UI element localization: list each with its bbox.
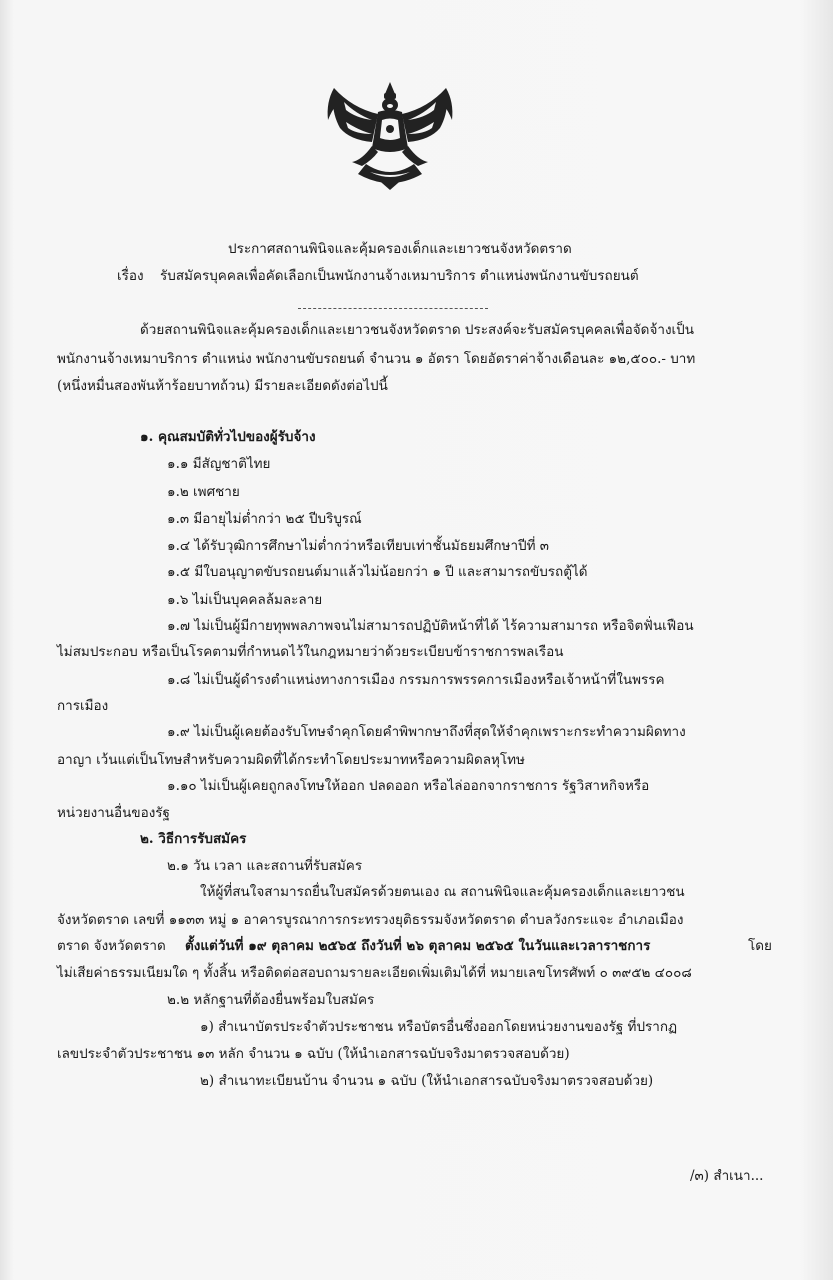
section-2-heading: ๒. วิธีการรับสมัคร (140, 831, 247, 847)
qualification-item-cont: การเมือง (57, 698, 109, 714)
subject-label: เรื่อง (117, 268, 144, 284)
intro-line-3: (หนึ่งหมื่นสองพันห้าร้อยบาทถ้วน) มีรายละเอียดดังต่อไปนี้ (57, 378, 388, 394)
qualification-item: ๑.๓ มีอายุไม่ต่ำกว่า ๒๕ ปีบริบูรณ์ (167, 511, 362, 527)
required-document-item: ๑) สำเนาบัตรประจำตัวประชาชน หรือบัตรอื่นซึ่งออกโดยหน่วยงานของรัฐ ที่ปรากฏ (200, 1019, 678, 1035)
section-1-heading: ๑. คุณสมบัติทั่วไปของผู้รับจ้าง (140, 429, 316, 445)
application-period: ตั้งแต่วันที่ ๑๙ ตุลาคม ๒๕๖๕ ถึงวันที่ ๒๖ ตุลาคม ๒๕๖๕ ในวันและเวลาราชการ (185, 938, 651, 954)
qualification-item-cont: อาญา เว้นแต่เป็นโทษสำหรับความผิดที่ได้กระทำโดยประมาทหรือความผิดลหุโทษ (57, 752, 525, 768)
document-subject: รับสมัครบุคคลเพื่อคัดเลือกเป็นพนักงานจ้างเหมาบริการ ตำแหน่งพนักงานขับรถยนต์ (160, 268, 639, 284)
qualification-item: ๑.๑๐ ไม่เป็นผู้เคยถูกลงโทษให้ออก ปลดออก หรือไล่ออกจากราชการ รัฐวิสาหกิจหรือ (167, 778, 650, 794)
intro-line-2: พนักงานจ้างเหมาบริการ ตำแหน่ง พนักงานขับรถยนต์ จำนวน ๑ อัตรา โดยอัตราค่าจ้างเดือนละ ๑๒,๕๐๐.- บาท (57, 351, 696, 367)
contact-info-line: ไม่เสียค่าธรรมเนียมใด ๆ ทั้งสิ้น หรือติดต่อสอบถามรายละเอียดเพิ่มเติมได้ที่ หมายเลขโทรศัพท์ ๐ ๓๙๕๒ ๔๐๐๘ (57, 965, 692, 981)
qualification-item: ๑.๗ ไม่เป็นผู้มีกายทุพพลภาพจนไม่สามารถปฏิบัติหน้าที่ได้ ไร้ความสามารถ หรือจิตฟั่นเฟือน (167, 618, 694, 634)
application-paragraph-line: ให้ผู้ที่สนใจสามารถยื่นใบสมัครด้วยตนเอง ณ สถานพินิจและคุ้มครองเด็กและเยาวชน (200, 884, 685, 900)
garuda-emblem-icon (322, 80, 458, 192)
qualification-item: ๑.๖ ไม่เป็นบุคคลล้มละลาย (167, 592, 323, 608)
qualification-item: ๑.๕ มีใบอนุญาตขับรถยนต์มาแล้วไม่น้อยกว่า ๑ ปี และสามารถขับรถตู้ได้ (167, 564, 588, 580)
application-paragraph-line: โดย (748, 938, 772, 954)
qualification-item: ๑.๒ เพศชาย (167, 484, 240, 500)
header-divider (298, 308, 488, 309)
qualification-item: ๑.๘ ไม่เป็นผู้ดำรงตำแหน่งทางการเมือง กรรมการพรรคการเมืองหรือเจ้าหน้าที่ในพรรค (167, 672, 665, 688)
document-title: ประกาศสถานพินิจและคุ้มครองเด็กและเยาวชนจังหวัดตราด (228, 241, 572, 257)
qualification-item-cont: ไม่สมประกอบ หรือเป็นโรคตามที่กำหนดไว้ในกฎหมายว่าด้วยระเบียบข้าราชการพลเรือน (57, 644, 564, 660)
application-paragraph-line: ตราด จังหวัดตราด (57, 938, 166, 954)
required-document-item: ๒) สำเนาทะเบียนบ้าน จำนวน ๑ ฉบับ (ให้นำเอกสารฉบับจริงมาตรวจสอบด้วย) (200, 1073, 654, 1089)
section-2-sub-1: ๒.๑ วัน เวลา และสถานที่รับสมัคร (167, 858, 363, 874)
qualification-item-cont: หน่วยงานอื่นของรัฐ (57, 805, 170, 821)
intro-line-1: ด้วยสถานพินิจและคุ้มครองเด็กและเยาวชนจังหวัดตราด ประสงค์จะรับสมัครบุคคลเพื่อจัดจ้างเป็น (140, 322, 694, 338)
qualification-item: ๑.๑ มีสัญชาติไทย (167, 456, 271, 472)
continued-marker: /๓) สำเนา... (690, 1168, 764, 1184)
section-2-sub-2: ๒.๒ หลักฐานที่ต้องยื่นพร้อมใบสมัคร (167, 992, 375, 1008)
required-document-item-cont: เลขประจำตัวประชาชน ๑๓ หลัก จำนวน ๑ ฉบับ (ให้นำเอกสารฉบับจริงมาตรวจสอบด้วย) (57, 1046, 570, 1062)
qualification-item: ๑.๙ ไม่เป็นผู้เคยต้องรับโทษจำคุกโดยคำพิพากษาถึงที่สุดให้จำคุกเพราะกระทำความผิดทาง (167, 724, 686, 740)
qualification-item: ๑.๔ ได้รับวุฒิการศึกษาไม่ต่ำกว่าหรือเทียบเท่าชั้นมัธยมศึกษาปีที่ ๓ (167, 538, 550, 554)
application-paragraph-line: จังหวัดตราด เลขที่ ๑๑๓๓ หมู่ ๑ อาคารบูรณาการกระทรวงยุติธรรมจังหวัดตราด ตำบลวังกระแจะ อำเภอเมือง (57, 912, 684, 928)
